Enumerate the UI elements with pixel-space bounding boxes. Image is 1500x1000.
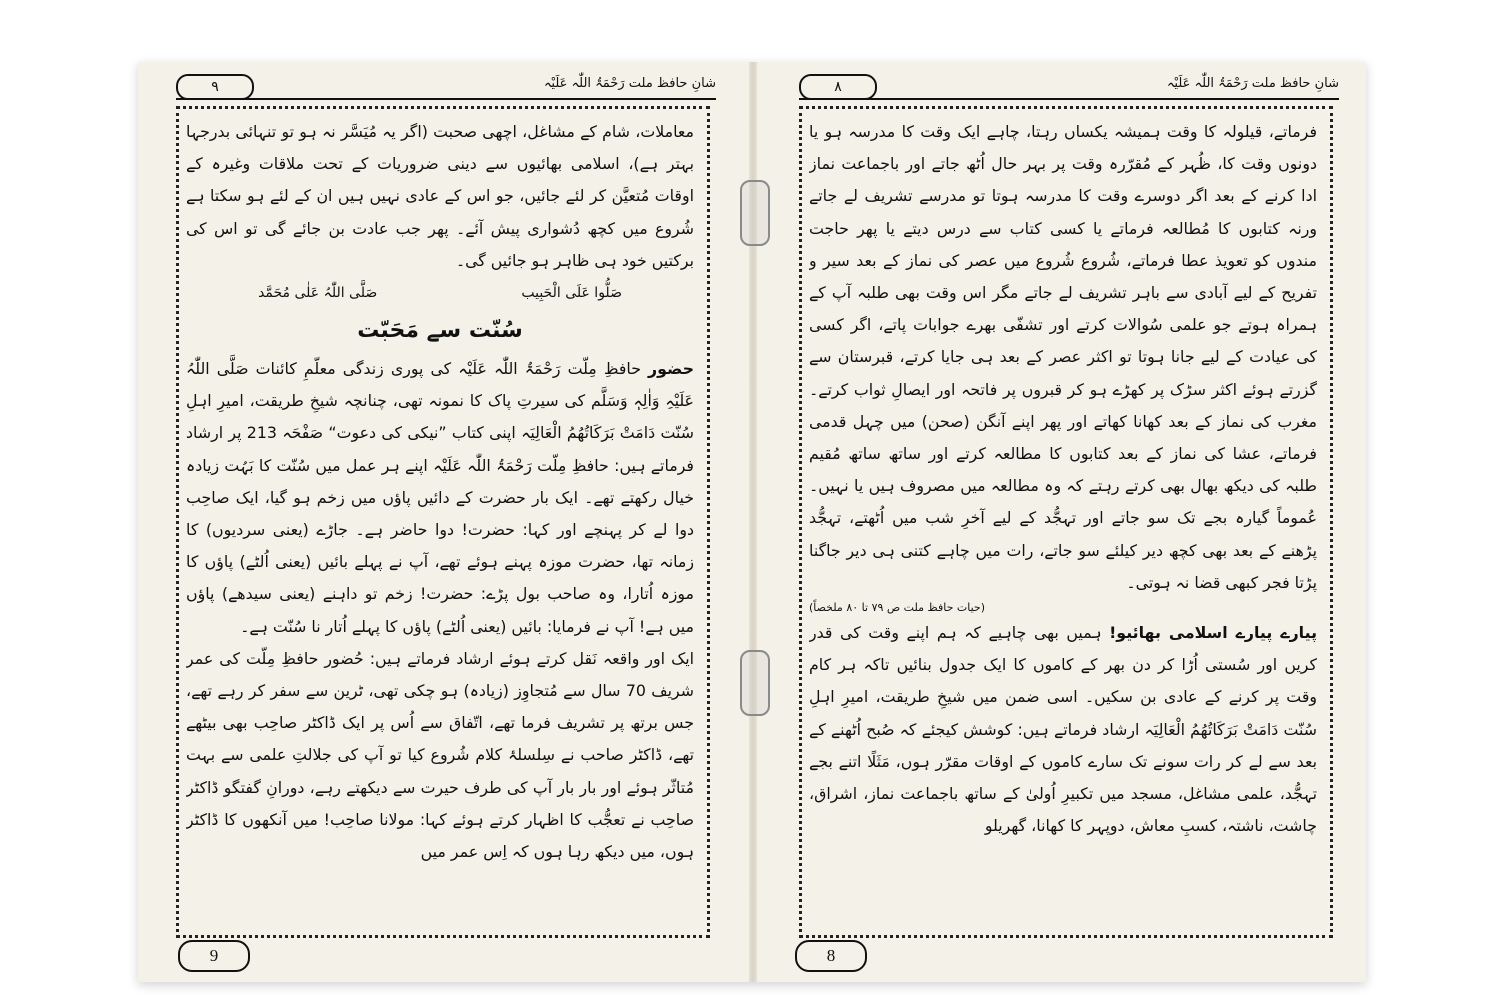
header-page-number: ۹ (176, 74, 254, 100)
footer-page-number: 9 (178, 940, 250, 972)
footer-page-number: 8 (795, 940, 867, 972)
open-booklet (138, 62, 1366, 982)
header-rule (176, 98, 716, 100)
paragraph: معاملات، شام کے مشاغل، اچھی صحبت (اگر یہ مُیَسَّر نہ ہو تو تنہائی بدرجہا بہتر ہے)، اسلامی بھائیوں سے دینی ضروریات کے تحت ملاقات وغیرہ کے اوقات مُتعیَّن کر لئے جائیں، جو اس کے عادی نہیں ہیں ان کے لئے ہو سکتا ہے شُروع میں کچھ دُشواری پیش آئے۔ پھر جب عادت بن جائے گی تو اس کی برکتیں خود ہی ظاہر ہو جائیں گی۔ (186, 122, 694, 270)
header-page-number: ۸ (799, 74, 877, 100)
right-page-body (809, 116, 1317, 924)
paragraph (809, 617, 1317, 842)
left-page-body (186, 116, 694, 924)
section-heading: سُنّت سے مَحَبّت (357, 318, 523, 344)
durood-right: صَلُّوا عَلَی الْحَبِیب (521, 285, 622, 302)
right-page-header (799, 76, 1339, 100)
paragraph (186, 353, 694, 643)
paragraph-lead: پیارے پیارے اسلامی بھائیو! (1109, 623, 1317, 643)
left-page (138, 62, 743, 982)
durood-left: صَلَّی اللّٰہُ عَلٰی مُحَمَّد (258, 285, 378, 302)
left-page-header (176, 76, 716, 100)
running-title: شانِ حافظ ملت رَحْمَۃُ اللّٰہ عَلَیْہ (543, 76, 716, 91)
paragraph: ایک اور واقعہ نَقل کرتے ہوئے ارشاد فرماتے ہیں: حُضور حافظِ مِلّت کی عمر شریف 70 سال سے مُتجاوِز (زیادہ) ہو چکی تھی، ٹرین سے سفر کر رہے تھے، جس برتھ پر تشریف فرما تھے، اتّفاق سے اُس پر ایک ڈاکٹر صاحِب بھی بیٹھے تھے، ڈاکٹر صاحب نے سِلسلۂ کلام شُروع کیا تو آپ کی جلالتِ علمی سے بہت مُتاثّر ہوئے اور بار بار آپ کی طرف حیرت سے دیکھتے رہے، دورانِ گفتگو ڈاکٹر صاحِب نے تعجُّب کا اظہار کرتے ہوئے کہا: مولانا صاحِب! میں آنکھوں کا ڈاکٹر ہوں، میں دیکھ رہا ہوں کہ اِس عمر میں (186, 648, 694, 862)
header-rule (799, 98, 1339, 100)
right-page (761, 62, 1366, 982)
paragraph-text: حافظِ مِلّت رَحْمَۃُ اللّٰہ عَلَیْہ کی پوری زندگی معلّمِ کائنات صَلَّی اللّٰہُ عَلَیْہِ وَاٰلِہٖ وَسَلَّم کی سیرتِ پاک کا نمونہ تھی، چنانچہ شیخِ طریقت، امیرِ اہلِ سُنّت دَامَتْ بَرَکَاتُھُمُ الْعَالِیَہ اپنی کتاب ”نیکی کی دعوت“ صَفْحَہ 213 پر ارشاد فرماتے ہیں: حافظِ مِلّت رَحْمَۃُ اللّٰہ عَلَیْہ اپنے ہر عمل میں سُنّت کا بَہُت زیادہ خیال رکھتے تھے۔ ایک بار حضرت کے دائیں پاؤں میں زخم ہو گیا، ایک صاحِب دوا لے کر پہنچے اور کہا: حضرت! دوا حاضر ہے۔ جاڑے (یعنی سردیوں) کا زمانہ تھا، حضرت موزہ پہنے ہوئے تھے، آپ نے پہلے بائیں (یعنی اُلٹے) پاؤں کا موزہ اُتارا، وہ صاحب بول پڑے: حضرت! زخم تو داہنے (یعنی سیدھے) پاؤں میں ہے! آپ نے فرمایا: بائیں (یعنی اُلٹے) پاؤں کا پہلے اُتار نا سُنّت ہے۔ (186, 359, 694, 636)
reference-note: (حیات حافظ ملت ص ۷۹ تا ۸۰ ملخصاً) (809, 601, 985, 615)
paragraph-text: ہمیں بھی چاہیے کہ ہم اپنے وقت کی قدر کریں اور سُستی اُڑا کر دن بھر کے کاموں کا ایک جدول بنائیں تاکہ ہر کام وقت پر کرنے کے عادی بن سکیں۔ اسی ضمن میں شیخِ طریقت، امیرِ اہلِ سُنّت دَامَتْ بَرَکَاتُھُمُ الْعَالِیَہ ارشاد فرماتے ہیں: کوشش کیجئے کہ صُبح اُٹھنے کے بعد سے لے کر رات سونے تک سارے کاموں کے اوقات مقرّر ہوں، مَثَلًا اتنے بجے تہجُّد، علمی مشاغل، مسجد میں تکبیرِ اُولیٰ کے ساتھ باجماعت نماز، اشراق، چاشت، ناشتہ، کسبِ معاش، دوپہر کا کھانا، گھریلو (809, 623, 1317, 836)
paragraph-lead: حضور (648, 359, 694, 379)
durood-line (186, 277, 694, 309)
paragraph: فرماتے، قیلولہ کا وقت ہمیشہ یکساں رہتا، چاہے ایک وقت کا مدرسہ ہو یا دونوں وقت کا، ظُہر کے مُقرّرہ وقت پر بہر حال اُٹھ جاتے اور باجماعت نماز ادا کرنے کے بعد اگر دوسرے وقت کا مدرسہ ہوتا تو مدرسے تشریف لے جاتے ورنہ کتابوں کا مُطالعہ فرماتے یا کسی کتاب سے درس دیتے یا پھر حاجت مندوں کو تعویذ عطا فرماتے، شُروع شُروع میں عصر کی نماز کے بعد سیر و تفریح کے لیے آبادی سے باہر تشریف لے جاتے مگر اس وقت بھی طلبہ آپ کے ہمراہ ہوتے جو علمی سُوالات کرتے اور تشفّی بھرے جوابات پاتے، اگر کسی کی عیادت کے لیے جانا ہوتا تو اکثر عصر کے بعد ہی جایا کرتے، قبرستان سے گزرتے ہوئے اکثر سڑک پر کھڑے ہو کر قبروں پر فاتحہ اور ایصالِ ثواب کرتے۔ مغرب کی نماز کے بعد کھانا کھاتے اور پھر اپنے آنگن (صحن) میں چہل قدمی فرماتے، عشا کی نماز کے بعد کتابوں کا مطالعہ کرتے اور ساتھ ساتھ مُقیم طلبہ کی دیکھ بھال بھی کرتے رہتے کہ وہ مطالعہ میں مصروف ہیں یا نہیں۔ عُموماً گیارہ بجے تک سو جاتے اور تہجُّد کے لیے آخرِ شب میں اُٹھتے، تہجُّد پڑھنے کے بعد بھی کچھ دیر کیلئے سو جاتے، رات میں چاہے کتنی ہی دیر جاگنا پڑتا فجر کبھی قضا نہ ہوتی۔ (809, 122, 1317, 592)
running-title: شانِ حافظ ملت رَحْمَۃُ اللّٰہ عَلَیْہ (1166, 76, 1339, 91)
